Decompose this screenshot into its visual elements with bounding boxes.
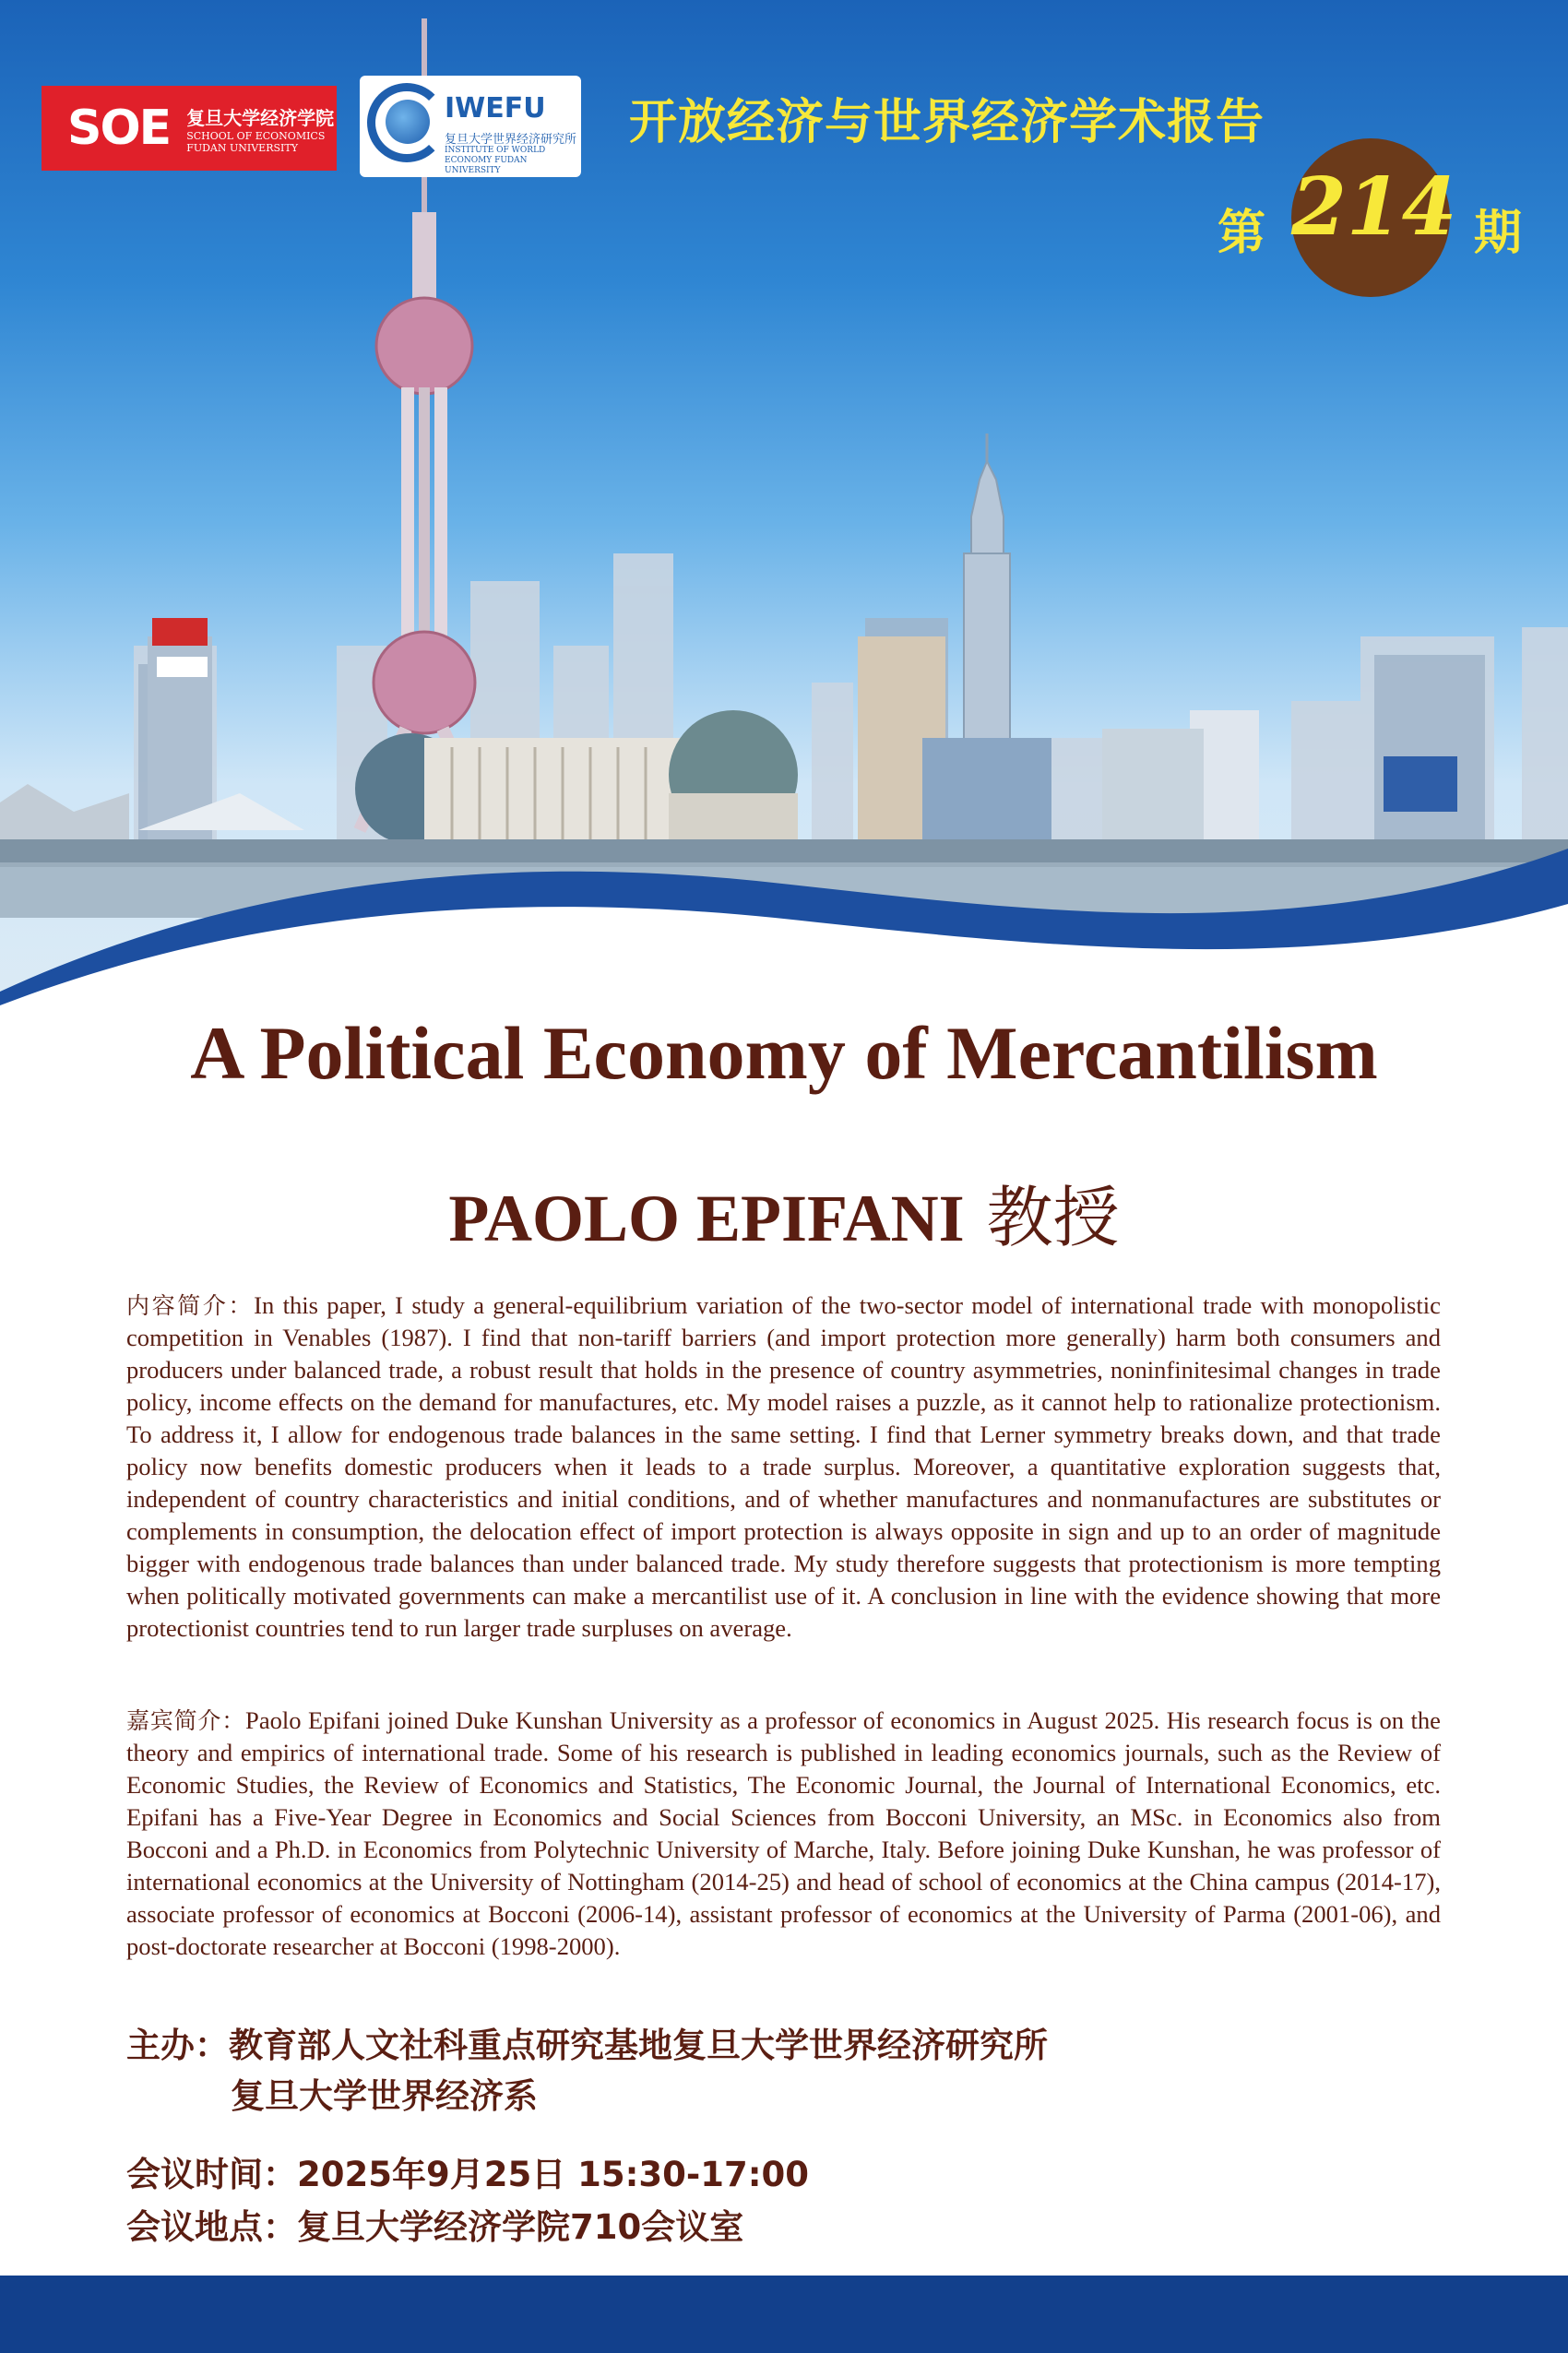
issue-prefix: 第 [1218, 206, 1266, 261]
host-org-1: 教育部人文社科重点研究基地复旦大学世界经济研究所 [229, 2026, 1048, 2065]
bio-label: 嘉宾简介： [126, 1707, 246, 1734]
time-value: 2025年9月25日 15:30-17:00 [297, 2155, 809, 2194]
abstract-label: 内容简介： [126, 1292, 255, 1319]
host-org-2: 复旦大学世界经济系 [231, 2076, 538, 2116]
soe-logo-mark: SOE [67, 101, 171, 156]
issue-suffix: 期 [1474, 206, 1523, 261]
abstract-text: In this paper, I study a general-equilibrium variation of the two-sector model of international trade with monopolistic competition in Venables (1987). I find that non-tariff barriers (and import protection more generally) harm both consumers and producers under balanced trade, a robust result that holds in the presence of country asymmetries, noninfinitesimal changes in trade policy, income effects on the demand for manufactures, etc. My model raises a puzzle, as it cannot help to rationalize protectionism. To address it, I allow for endogenous trade balances in the same setting. I find that Lerner symmetry breaks down, and that trade policy now benefits domestic producers when it leads to a trade surplus. Moreover, a quantitative exploration suggests that, independent of country characteristics and initial conditions, and of whether manufactures and nonmanufactures are substitutes or complements in consumption, the delocation effect of import protection is always opposite in sign and up to an order of magnitude bigger with endogenous trade balances than under balanced trade. My study therefore suggests that protectionism is more tempting when politically motivated governments can make a mercantilist use of it. A conclusion in line with the evidence showing that more protectionist countries tend to run larger trade surpluses on average. [126, 1291, 1441, 1642]
issue-badge [1218, 138, 1531, 304]
meeting-place [126, 2199, 743, 2249]
soe-logo-cn: 复旦大学经济学院 [186, 106, 335, 129]
speaker-name: PAOLO EPIFANI [448, 1182, 965, 1255]
host-line-1 [126, 2017, 1048, 2067]
bio-text: Paolo Epifani joined Duke Kunshan University as a professor of economics in August 2025. His research focus is on the theory and empirics of international trade. Some of his research is published in leading economics journals, such as the Review of Economic Studies, the Review of Economics and Statistics, The Economic Journal, the Journal of International Economics, etc. Epifani has a Five-Year Degree in Economics and Social Sciences from Bocconi University, an MSc. in Economics also from Bocconi and a Ph.D. in Economics from Polytechnic University of Marche, Italy. Before joining Duke Kunshan, he was professor of international economics at the University of Nottingham (2014-25) and head of school of economics at the China campus (2014-17), associate professor of economics at Bocconi (2006-14), assistant professor of economics at the University of Parma (2001-06), and post-doctorate researcher at Bocconi (1998-2000). [126, 1706, 1441, 1960]
iwefu-logo [360, 76, 581, 177]
issue-number: 214 [1291, 160, 1457, 254]
speaker [0, 1164, 1568, 1260]
place-value: 复旦大学经济学院710会议室 [297, 2207, 744, 2247]
iwefu-abbr: IWEFU [445, 92, 546, 125]
globe-icon [386, 100, 430, 144]
iwefu-cn: 复旦大学世界经济研究所 [445, 133, 577, 147]
soe-logo-en-1: SCHOOL OF ECONOMICS [186, 129, 326, 142]
header-banner [0, 0, 1568, 1005]
footer-bar [0, 2276, 1568, 2353]
series-title: 开放经济与世界经济学术报告 [629, 95, 1265, 150]
time-label: 会议时间： [126, 2155, 297, 2194]
soe-logo-text [186, 103, 334, 154]
place-label: 会议地点： [126, 2207, 297, 2247]
speaker-rank: 教授 [986, 1179, 1120, 1256]
abstract-paragraph [126, 1289, 1441, 1645]
meeting-time [126, 2146, 809, 2196]
soe-logo-en-2: FUDAN UNIVERSITY [186, 141, 298, 154]
iwefu-en: INSTITUTE OF WORLD ECONOMY FUDAN UNIVERSITY [445, 146, 546, 175]
talk-title: A Political Economy of Mercantilism [190, 1011, 1378, 1095]
bio-paragraph [126, 1705, 1441, 1963]
host-label: 主办： [126, 2026, 229, 2065]
soe-logo [42, 86, 337, 171]
